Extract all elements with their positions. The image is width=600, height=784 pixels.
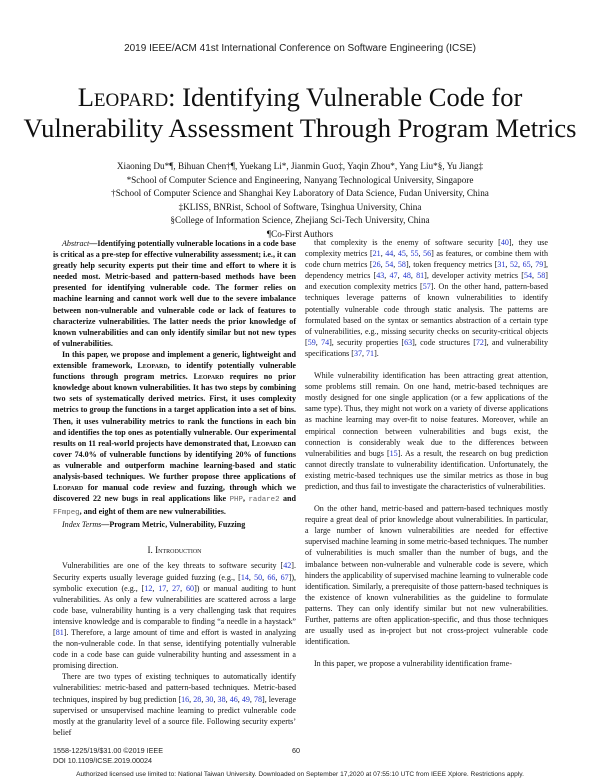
paragraph-text: that complexity is the enemy of software security [ xyxy=(314,238,501,247)
citation-link[interactable]: 81 xyxy=(416,271,425,281)
citation-link[interactable]: 66 xyxy=(267,572,276,582)
citation-link[interactable]: 21 xyxy=(372,249,381,259)
citation-link[interactable]: 81 xyxy=(55,628,64,637)
introduction-body-right xyxy=(305,237,548,680)
citation-link[interactable]: 65 xyxy=(522,260,531,270)
citation-link[interactable]: 14 xyxy=(240,572,249,582)
citation-link[interactable]: 50 xyxy=(254,572,263,582)
citation-link[interactable]: 79 xyxy=(535,260,544,270)
citation-link[interactable]: 74 xyxy=(321,337,330,347)
paragraph-text: ]. As a result, the research on bug prediction cannot directly translate to vulnerability identification. Unfortunately, the existing metric-based techniques use the similar metrics as those in bug prediction, and thus fail to investigate the characteristics of vulnerabilities. xyxy=(305,448,548,491)
app-name: FFmpeg xyxy=(53,509,80,518)
abstract-text: , to identify potentially vulnerable functions through program metrics. xyxy=(53,361,296,382)
affiliation: §College of Information Science, Zhejiang Sci-Tech University, China xyxy=(170,215,430,226)
paragraph-text: , xyxy=(410,271,417,281)
abstract-paragraph: In this paper, we propose and implement a generic, lightweight and extensible framework, Leopard, to identify potentially vulnerable functions through program metrics. Leopard requires no prior knowledge about known vulnerabilities. It has two steps by combining two sets of systematically derived metrics. First, it uses complexity metrics to group the functions in a target application into a set of bins. Then, it uses vulnerability metrics to rank the functions in each bin and identifies the top ones as potentially vulnerable. Our experimental results on 11 real-world projects have demonstrated that, Leopard can cover 74.0% of vulnerable functions by identifying 20% of functions as vulnerable and outperform machine learning-based and static analysis-based techniques. We further propose three applications of Leopard for manual code review and fuzzing, through which we discovered 22 new bugs in real applications like PHP, radare2 and FFmpeg, and eight of them are new vulnerabilities. xyxy=(53,349,296,518)
footer-copyright xyxy=(53,746,163,765)
body-paragraph xyxy=(305,503,548,647)
citation-link[interactable]: 30 xyxy=(205,694,214,704)
paragraph-text: , xyxy=(405,249,411,259)
abstract-text: —Identifying potentially vulnerable locations in a code base is critical as a pre-step for effective vulnerability assessment; i.e., it can greatly help security experts put their time and effort to where it is needed most. Metric-based and pattern-based methods have been presented for identifying vulnerable code. The former relies on machine learning and cannot work well due to the severe imbalance between non-vulnerable and vulnerable code or lack of features to characterize vulnerabilities. The latter needs the prior knowledge of known vulnerabilities and can only identify similar but not new types of vulnerabilities. xyxy=(53,239,296,348)
paragraph-text: , xyxy=(237,694,242,704)
affiliation: †School of Computer Science and Shanghai Key Laboratory of Data Science, Fudan University, China xyxy=(111,188,489,199)
abstract-text: requires no prior knowledge about known vulnerabilities. It has two steps by combining two sets of systematically derived metrics. First, it uses complexity metrics to group the functions in a target application into a set of bins. Then, it uses vulnerability metrics to rank the functions in each bin and identifies the top ones as potentially vulnerable. Our experimental results on 11 real-world projects have demonstrated that, xyxy=(53,372,296,448)
index-terms-label: Index Terms xyxy=(62,520,102,530)
authorized-use-notice: Authorized licensed use limited to: National Taiwan University. Downloaded on September 17,2020 at 07:55:10 UTC from IEEE Xplore. Restrictions apply. xyxy=(76,771,524,778)
left-column xyxy=(53,238,296,738)
app-name: PHP xyxy=(229,496,243,505)
paragraph-text: , xyxy=(189,694,194,704)
paragraph-text: , xyxy=(166,583,173,593)
paragraph-text: , xyxy=(418,249,424,259)
paragraph-text: ] and execution complexity metrics [ xyxy=(305,271,548,292)
abstract-text: , and eight of them are new vulnerabilities. xyxy=(79,507,226,517)
page-number: 60 xyxy=(292,746,300,755)
paragraph-text: ] as features, or combine them with code churn metrics [ xyxy=(305,249,549,270)
system-name: Leopard xyxy=(193,372,224,382)
paragraph-text: ]. On the other hand, pattern-based techniques leverage patterns of known vulnerabilities to identify potentially vulnerable code through static analysis. The patterns are formulated based on the syntax or semantics abstraction of a certain type of vulnerabilities, e.g., missing security checks on security-critical objects [ xyxy=(305,282,548,347)
paragraph-text: On the other hand, metric-based and pattern-based techniques mostly require a great deal of prior knowledge about vulnerabilities. In particular, a large number of known vulnerabilities are needed for effective supervised machine learning in some metric-based techniques. The number of vulnerabilities is much smaller than the number of bugs, and the imbalance between non-vulnerable and vulnerable code is severe, which hinders the applicability of supervised machine learning to vulnerable code identification. Similarly, a prerequisite of those pattern-based techniques is the existence of known vulnerabilities as the guideline to formulate patterns. They can only identify similar but not new vulnerabilities. Further, patterns are often application-specific, and thus those techniques are usually used as in-project but not cross-project vulnerable code identification. xyxy=(305,504,548,647)
citation-link[interactable]: 42 xyxy=(283,561,292,571)
paragraph-text: , xyxy=(393,260,398,270)
paragraph-text: ], they use complexity metrics [ xyxy=(305,238,549,259)
citation-link[interactable]: 72 xyxy=(475,337,484,347)
citation-link[interactable]: 56 xyxy=(423,249,432,259)
body-paragraph xyxy=(305,658,548,669)
index-terms-text: —Program Metric, Vulnerability, Fuzzing xyxy=(101,520,246,530)
paragraph-text: , xyxy=(518,260,523,270)
paragraph-text: ]) or manual auditing to hunt vulnerabilities. As only a few vulnerabilities are scattered across a large code base, vulnerability hunting is a very challenging task that requires intensive knowledge and is comparable to finding “a needle in a haystack” [ xyxy=(53,583,296,637)
citation-link[interactable]: 37 xyxy=(353,348,362,358)
citation-link[interactable]: 58 xyxy=(397,260,406,270)
affiliation: *School of Computer Science and Engineering, Nanyang Technological University, Singapore xyxy=(126,174,474,185)
paragraph-text: , xyxy=(248,572,255,582)
citation-link[interactable]: 47 xyxy=(389,271,398,281)
citation-link[interactable]: 78 xyxy=(253,694,263,704)
title-line1: : Identifying Vulnerable Code for xyxy=(168,82,523,112)
citation-link[interactable]: 44 xyxy=(385,249,394,259)
citation-link[interactable]: 71 xyxy=(366,348,375,358)
citation-link[interactable]: 27 xyxy=(172,583,181,593)
author-names: Xiaoning Du*¶, Bihuan Chen†¶, Yuekang Li*, Jianmin Guo‡, Yaqin Zhou*, Yang Liu*§, Yu Jiang‡ xyxy=(116,161,484,171)
paragraph-text: , xyxy=(315,337,322,347)
paragraph-text: While vulnerability identification has been attracting great attention, some problems still remain. On one hand, metric-based techniques are mostly designed for one single application (or a few applications of the same type). Thus, they might not work on a variety of diverse applications as machine learning may over-fit to noise features. Moreover, while an empirical connection between vulnerabilities and bugs exist, the connection is considerably weak due to the differences between vulnerabilities and bugs [ xyxy=(305,371,548,458)
body-paragraph xyxy=(305,370,548,492)
citation-link[interactable]: 55 xyxy=(410,249,419,259)
paragraph-text: , xyxy=(384,271,390,281)
citation-link[interactable]: 38 xyxy=(217,694,226,704)
paragraph-text: ]. xyxy=(374,348,379,358)
citation-link[interactable]: 31 xyxy=(497,260,506,270)
section-heading-introduction: I. Introduction xyxy=(147,545,202,556)
index-terms xyxy=(53,519,296,530)
abstract xyxy=(53,238,296,530)
citation-link[interactable]: 45 xyxy=(397,249,406,259)
paragraph-text: There are two types of existing techniques to automatically identify vulnerabilities: metric-based and pattern-based techniques. Metric-based techniques, inspired by bug prediction [ xyxy=(53,672,296,704)
paragraph-text: ]. Security experts usually leverage guided fuzzing (e.g., [ xyxy=(53,561,296,582)
citation-link[interactable]: 48 xyxy=(402,271,411,281)
paragraph-text: , xyxy=(530,260,536,270)
citation-link[interactable]: 46 xyxy=(229,694,238,704)
paragraph-text: , xyxy=(505,260,510,270)
paragraph-text: ], developer activity metrics [ xyxy=(424,271,524,281)
paragraph-text: ], security properties [ xyxy=(329,337,405,347)
citation-link[interactable]: 52 xyxy=(509,260,519,270)
paragraph-text: , xyxy=(201,694,206,704)
paragraph-text: ], and vulnerability specifications [ xyxy=(305,337,548,358)
citation-link[interactable]: 63 xyxy=(404,337,413,347)
title-system-name: Leopard xyxy=(77,82,169,112)
citation-link[interactable]: 43 xyxy=(376,271,385,281)
paragraph-text: , xyxy=(262,572,268,582)
citation-link[interactable]: 17 xyxy=(158,583,167,593)
body-paragraph xyxy=(53,671,296,738)
citation-link[interactable]: 26 xyxy=(372,260,381,270)
abstract-text: can cover 74.0% of vulnerable functions by identifying 20% of functions as vulnerable and outperform machine learning-based and static analysis-based techniques. We further propose three applications of xyxy=(53,438,296,481)
paragraph-text: ]), symbolic execution (e.g., [ xyxy=(53,572,297,593)
citation-link[interactable]: 40 xyxy=(500,238,509,247)
citation-link[interactable]: 12 xyxy=(144,583,153,593)
affiliation: ¶Co-First Authors xyxy=(266,228,334,239)
paragraph-text: In this paper, we propose a vulnerability identification frame- xyxy=(314,659,512,669)
paragraph-text: Vulnerabilities are one of the key threats to software security [ xyxy=(62,561,284,571)
system-name: Leopard xyxy=(137,361,168,371)
paragraph-text: ], leverage supervised or unsupervised machine learning to predict vulnerable code mostly at the granularity level of a source file. Following security experts’ belief xyxy=(53,694,297,737)
abstract-label: Abstract xyxy=(62,239,90,248)
body-paragraph xyxy=(53,560,296,671)
author-block xyxy=(0,160,600,242)
app-name: radare2 xyxy=(248,496,280,505)
abstract-text: for manual code review and fuzzing, through which we discovered 22 new bugs in real applications like xyxy=(53,483,296,504)
paragraph-text: , xyxy=(361,348,367,358)
copyright-text: 1558-1225/19/$31.00 ©2019 IEEE xyxy=(53,746,164,755)
abstract-text: In this paper, we propose and implement a generic, lightweight and extensible framework, xyxy=(53,349,296,371)
affiliation: ‡KLISS, BNRist, School of Software, Tsinghua University, China xyxy=(178,201,422,212)
paragraph-text: , xyxy=(532,271,538,281)
paragraph-text: , xyxy=(393,249,398,259)
conference-header: 2019 IEEE/ACM 41st International Conference on Software Engineering (ICSE) xyxy=(124,43,476,54)
citation-link[interactable]: 15 xyxy=(389,448,398,458)
abstract-paragraph xyxy=(53,238,296,349)
paragraph-text: , xyxy=(249,694,254,704)
body-paragraph xyxy=(305,237,548,359)
paragraph-text: , xyxy=(152,583,159,593)
paper-title xyxy=(0,82,600,144)
paragraph-text: ], code structures [ xyxy=(412,337,476,347)
paragraph-text: ]. Therefore, a large amount of time and effort is wasted in analyzing the non-vulnerable code. In that sense, identifying potentially vulnerable code in a code base can guide vulnerability hunting and assessment in a promising direction. xyxy=(53,628,296,671)
citation-link[interactable]: 59 xyxy=(307,337,316,347)
citation-link[interactable]: 54 xyxy=(385,260,394,270)
system-name: Leopard xyxy=(251,438,282,448)
paragraph-text: , xyxy=(275,572,281,582)
title-line2: Vulnerability Assessment Through Program Metrics xyxy=(23,113,577,143)
citation-link[interactable]: 54 xyxy=(523,271,532,281)
paragraph-text: ], dependency metrics [ xyxy=(305,260,549,281)
citation-link[interactable]: 16 xyxy=(181,694,190,704)
doi-text: DOI 10.1109/ICSE.2019.00024 xyxy=(53,755,152,765)
paragraph-text: ], token frequency metrics [ xyxy=(405,260,498,270)
paragraph-text: , xyxy=(380,260,386,270)
citation-link[interactable]: 60 xyxy=(186,583,195,593)
paragraph-text: , xyxy=(380,249,386,259)
paragraph-text: , xyxy=(180,583,187,593)
citation-link[interactable]: 67 xyxy=(280,572,289,582)
system-name: Leopard xyxy=(53,483,84,493)
citation-link[interactable]: 49 xyxy=(241,694,250,704)
paragraph-text: , xyxy=(397,271,403,281)
introduction-body-left xyxy=(53,560,296,738)
citation-link[interactable]: 28 xyxy=(193,694,202,704)
paragraph-text: , xyxy=(213,694,218,704)
paragraph-text: , xyxy=(225,694,230,704)
citation-link[interactable]: 57 xyxy=(422,282,431,292)
citation-link[interactable]: 58 xyxy=(537,271,546,281)
